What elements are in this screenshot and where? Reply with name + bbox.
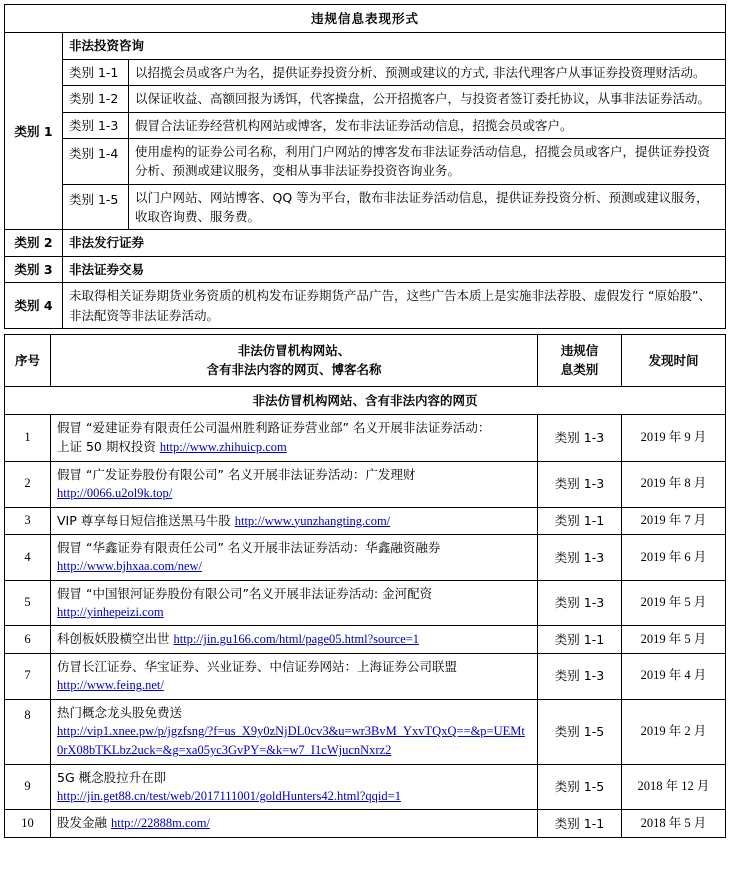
row-url[interactable]: http://22888m.com/ bbox=[110, 816, 210, 831]
row-date: 2018 年 5 月 bbox=[622, 810, 726, 837]
subtype-code: 类别 1-5 bbox=[63, 184, 129, 230]
subtype-row bbox=[5, 184, 726, 230]
row-index: 1 bbox=[5, 415, 51, 462]
category-3-row bbox=[5, 256, 726, 282]
subtype-code: 类别 1-3 bbox=[63, 112, 129, 138]
row-url[interactable]: http://www.zhihuicp.com bbox=[159, 440, 287, 455]
subtype-row bbox=[5, 59, 726, 85]
row-index: 5 bbox=[5, 580, 51, 626]
page-title: 违规信息表现形式 bbox=[5, 5, 726, 33]
row-url[interactable]: http://www.feing.net/ bbox=[57, 678, 164, 693]
row-type: 类别 1-3 bbox=[538, 653, 622, 699]
category-heading-row bbox=[5, 33, 726, 59]
row-date: 2019 年 5 月 bbox=[622, 626, 726, 653]
row-name bbox=[51, 507, 538, 534]
row-desc-line1: 假冒 “广发证券股份有限公司” 名义开展非法证券活动：广发理财 bbox=[57, 466, 416, 482]
row-date: 2019 年 5 月 bbox=[622, 580, 726, 626]
row-type: 类别 1-3 bbox=[538, 461, 622, 507]
header-name bbox=[51, 334, 538, 386]
category-4-row bbox=[5, 283, 726, 329]
violation-types-table bbox=[4, 4, 726, 329]
row-url[interactable]: http://www.yunzhangting.com/ bbox=[234, 513, 391, 528]
title-row bbox=[5, 5, 726, 33]
row-index: 8 bbox=[5, 699, 51, 764]
subtype-text: 以招揽会员或客户为名，提供证券投资分析、预测或建议的方式, 非法代理客户从事证券投资理财活动。 bbox=[129, 59, 726, 85]
subtype-text: 以保证收益、高额回报为诱饵，代客操盘，公开招揽客户，与投资者签订委托协议，从事非法证券活动。 bbox=[129, 86, 726, 112]
section-band-row bbox=[5, 386, 726, 414]
row-desc-line1: 仿冒长江证券、华宝证券、兴业证券、中信证券网站：上海证券公司联盟 bbox=[57, 658, 458, 674]
table-row bbox=[5, 461, 726, 507]
row-url[interactable]: http://www.bjhxaa.com/new/ bbox=[57, 559, 202, 574]
category-3-heading: 非法证券交易 bbox=[63, 256, 726, 282]
row-name bbox=[51, 810, 538, 837]
row-desc-line1: 假冒 “爱建证券有限责任公司温州胜利路证券营业部” 名义开展非法证券活动： bbox=[57, 420, 491, 435]
listing-header-row bbox=[5, 334, 726, 386]
subtype-text: 使用虚构的证券公司名称，利用门户网站的博客发布非法证券活动信息，招揽会员或客户，提供证券投资分析、预测或建议服务，变相从事非法证券投资咨询业务。 bbox=[129, 138, 726, 184]
subtype-text: 假冒合法证券经营机构网站或博客，发布非法证券活动信息，招揽会员或客户。 bbox=[129, 112, 726, 138]
row-desc-prefix: 上证 50 期权投资 bbox=[57, 439, 160, 455]
row-desc-line1: 5G 概念股拉升在即 bbox=[57, 769, 167, 785]
row-url[interactable]: http://yinhepeizi.com bbox=[57, 605, 164, 619]
row-date: 2019 年 6 月 bbox=[622, 534, 726, 580]
table-row bbox=[5, 580, 726, 626]
subtype-code: 类别 1-4 bbox=[63, 138, 129, 184]
row-type: 类别 1-1 bbox=[538, 626, 622, 653]
subtype-text: 以门户网站、网站博客、QQ 等为平台，散布非法证券活动信息，提供证券投资分析、预测或建议服务，收取咨询费、服务费。 bbox=[129, 184, 726, 230]
section-band-label: 非法仿冒机构网站、含有非法内容的网页 bbox=[5, 386, 726, 414]
category-3-label: 类别 3 bbox=[5, 256, 63, 282]
row-desc-line1: 假冒 “华鑫证券有限责任公司” 名义开展非法证券活动：华鑫融资融券 bbox=[57, 539, 441, 555]
row-type: 类别 1-5 bbox=[538, 699, 622, 764]
row-name bbox=[51, 534, 538, 580]
header-type-line2: 息类别 bbox=[560, 362, 599, 378]
illegal-sites-listing-table bbox=[4, 334, 726, 838]
category-4-body: 未取得相关证券期货业务资质的机构发布证券期货产品广告，这些广告本质上是实施非法荐股、虚假发行 “原始股”、非法配资等非法证券活动。 bbox=[63, 283, 726, 329]
category-4-label: 类别 4 bbox=[5, 283, 63, 329]
row-desc-line1: 热门概念龙头股免费送 bbox=[57, 704, 183, 720]
category-2-heading: 非法发行证券 bbox=[63, 230, 726, 256]
row-url[interactable]: http://jin.get88.cn/test/web/2017111001/goldHunters42.html?qqid=1 bbox=[57, 789, 401, 803]
row-index: 4 bbox=[5, 534, 51, 580]
row-type: 类别 1-1 bbox=[538, 507, 622, 534]
subtype-code: 类别 1-1 bbox=[63, 59, 129, 85]
subtype-code: 类别 1-2 bbox=[63, 86, 129, 112]
row-index: 9 bbox=[5, 764, 51, 810]
row-desc-line1: VIP 尊享每日短信推送黑马牛股 bbox=[57, 512, 235, 528]
row-name bbox=[51, 699, 538, 764]
row-desc-line2 bbox=[57, 437, 531, 457]
row-desc-line1: 假冒 “中国银河证券股份有限公司”名义开展非法证券活动: 金河配资 bbox=[57, 585, 433, 601]
row-date: 2019 年 2 月 bbox=[622, 699, 726, 764]
header-name-line1: 非法仿冒机构网站、 bbox=[237, 342, 351, 358]
category-1-label: 类别 1 bbox=[5, 33, 63, 230]
row-name bbox=[51, 580, 538, 626]
row-url[interactable]: http://jin.gu166.com/html/page05.html?source=1 bbox=[173, 632, 420, 647]
row-desc-line1: 股发金融 bbox=[57, 815, 111, 831]
row-index: 6 bbox=[5, 626, 51, 653]
row-url[interactable]: http://0066.u2ol9k.top/ bbox=[57, 486, 173, 501]
header-index: 序号 bbox=[5, 334, 51, 386]
row-type: 类别 1-5 bbox=[538, 764, 622, 810]
header-type bbox=[538, 334, 622, 386]
row-date: 2019 年 8 月 bbox=[622, 461, 726, 507]
row-desc-line1: 科创板妖股横空出世 bbox=[57, 631, 174, 647]
table-row bbox=[5, 653, 726, 699]
subtype-row bbox=[5, 138, 726, 184]
table-row bbox=[5, 699, 726, 764]
table-row bbox=[5, 507, 726, 534]
row-name bbox=[51, 764, 538, 810]
row-date: 2019 年 4 月 bbox=[622, 653, 726, 699]
row-type: 类别 1-3 bbox=[538, 415, 622, 462]
table-row bbox=[5, 626, 726, 653]
row-name bbox=[51, 653, 538, 699]
subtype-row bbox=[5, 86, 726, 112]
row-date: 2019 年 9 月 bbox=[622, 415, 726, 462]
header-type-line1: 违规信 bbox=[560, 342, 599, 358]
category-2-row bbox=[5, 230, 726, 256]
category-2-label: 类别 2 bbox=[5, 230, 63, 256]
table-row bbox=[5, 810, 726, 837]
row-type: 类别 1-3 bbox=[538, 534, 622, 580]
row-date: 2019 年 7 月 bbox=[622, 507, 726, 534]
row-name bbox=[51, 626, 538, 653]
header-name-line2: 含有非法内容的网页、博客名称 bbox=[206, 362, 382, 378]
row-index: 3 bbox=[5, 507, 51, 534]
table-row bbox=[5, 415, 726, 462]
row-type: 类别 1-3 bbox=[538, 580, 622, 626]
subtype-row bbox=[5, 112, 726, 138]
row-url[interactable]: http://vip1.xnee.pw/p/jgzfsng/?f=us_X9y0zNjDL0cv3&u=wr3BvM_YxvTQxQ==&p=UEMt0rX08bTKLbz2uck=&g=xa05yc3GvPY=&k=w7_I1cWjucnNxrz2 bbox=[57, 723, 525, 758]
row-index: 10 bbox=[5, 810, 51, 837]
row-type: 类别 1-1 bbox=[538, 810, 622, 837]
row-name bbox=[51, 461, 538, 507]
row-index: 7 bbox=[5, 653, 51, 699]
row-index: 2 bbox=[5, 461, 51, 507]
row-date: 2018 年 12 月 bbox=[622, 764, 726, 810]
table-row bbox=[5, 764, 726, 810]
category-1-heading: 非法投资咨询 bbox=[63, 33, 726, 59]
table-row bbox=[5, 534, 726, 580]
row-name bbox=[51, 415, 538, 462]
header-date: 发现时间 bbox=[622, 334, 726, 386]
